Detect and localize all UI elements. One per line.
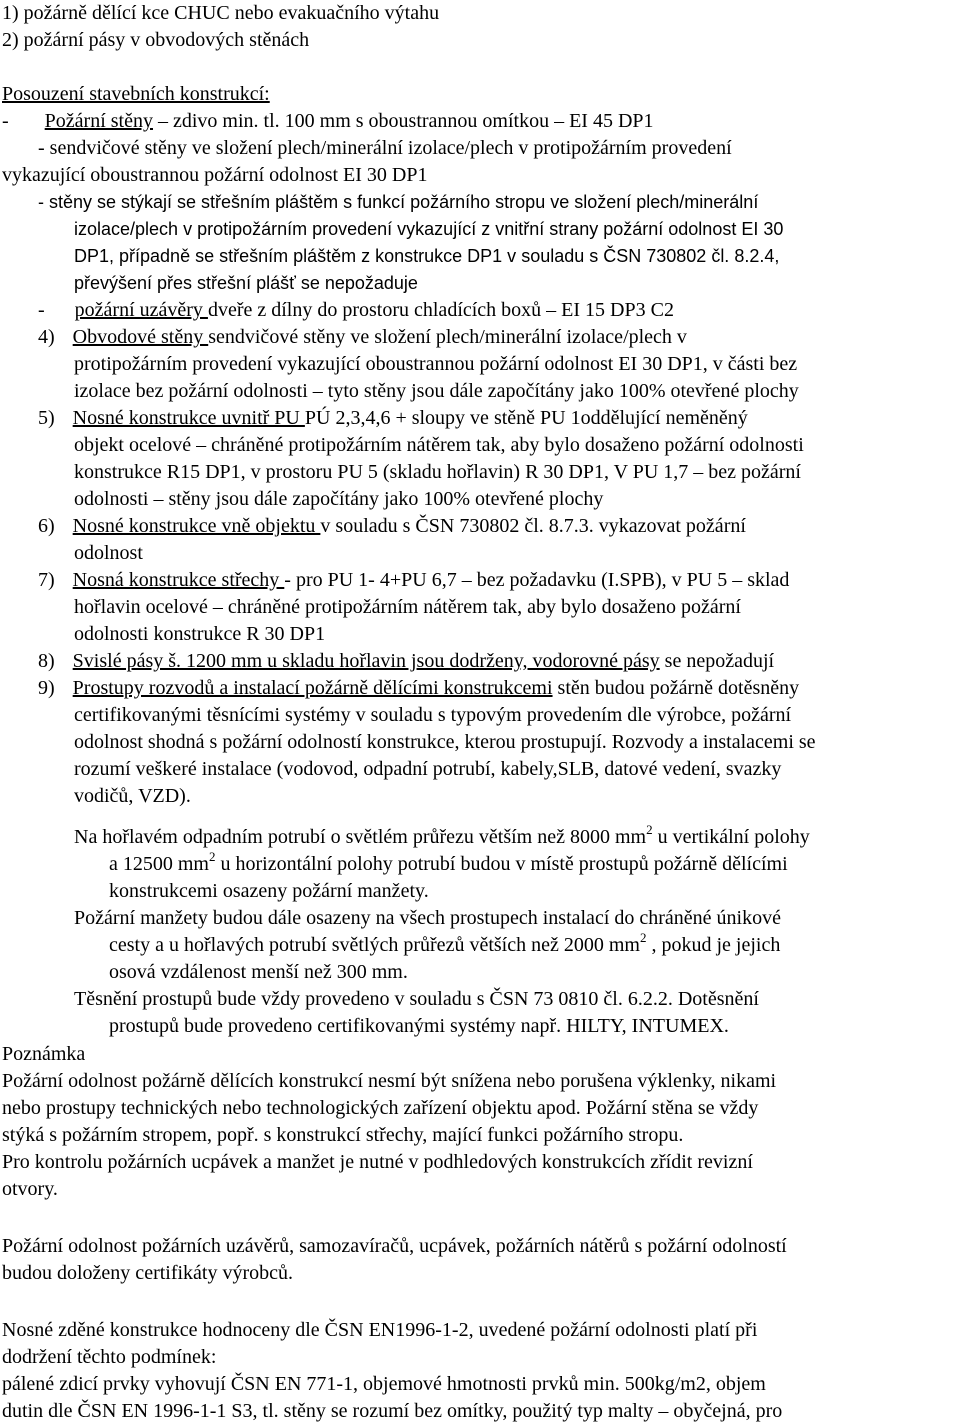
text-line-36: Těsnění prostupů bude vždy provedeno v souladu s ČSN 73 0810 čl. 6.2.2. Dotěsnění: [74, 988, 759, 1010]
text-line-48: pálené zdicí prvky vyhovují ČSN EN 771-1, objemové hmotnosti prvků min. 500kg/m2, objem: [2, 1373, 766, 1395]
text-line-44: Požární odolnost požárních uzávěrů, samozavíračů, ucpávek, požárních nátěrů s požární odolností: [2, 1235, 787, 1257]
text-line-34: cesty a u hořlavých potrubí světlých průřezů větších než 2000 $mm^2$ , pokud je jejich: [109, 930, 781, 956]
text-line-4: - Požární stěny – zdivo min. tl. 100 mm s oboustrannou omítkou – EI 45 DP1: [2, 110, 654, 132]
text-line-43: otvory.: [2, 1178, 58, 1200]
text-line-20: odolnost: [74, 542, 143, 564]
text-line-11: - požární uzávěry dveře z dílny do prostoru chladících boxů – EI 15 DP3 C2: [38, 299, 674, 321]
text-line-37: prostupů bude provedeno certifikovanými systémy např. HILTY, INTUMEX.: [109, 1015, 729, 1037]
text-line-5: - sendvičové stěny ve složení plech/minerální izolace/plech v protipožárním provedení: [38, 137, 732, 159]
text-line-15: 5) Nosné konstrukce uvnitř PU PÚ 2,3,4,6 + sloupy ve stěně PU 1oddělující neměněný: [38, 407, 748, 429]
text-line-31: a 12500 $mm^2$ u horizontální polohy potrubí budou v místě prostupů požárně dělícími: [109, 849, 788, 875]
text-line-14: izolace bez požární odolnosti – tyto stěny jsou dále započítány jako 100% otevřené plochy: [74, 380, 799, 402]
text-line-18: odolnosti – stěny jsou dále započítány jako 100% otevřené plochy: [74, 488, 604, 510]
section-heading: Posouzení stavebních konstrukcí:: [2, 83, 270, 105]
text-line-46: Nosné zděné konstrukce hodnoceny dle ČSN EN1996-1-2, uvedené požární odolnosti platí při: [2, 1319, 758, 1341]
text-line-2: 2) požární pásy v obvodových stěnách: [2, 29, 310, 51]
text-line-22: hořlavin ocelové – chráněné protipožárním nátěrem tak, aby bylo dosaženo požární: [74, 596, 741, 618]
text-line-35: osová vzdálenost menší než 300 mm.: [109, 961, 408, 983]
text-line-39: Požární odolnost požárně dělících konstrukcí nesmí být snížena nebo porušena výklenky, nikami: [2, 1070, 777, 1092]
text-line-24: 8) Svislé pásy š. 1200 mm u skladu hořlavin jsou dodrženy, vodorovné pásy se nepožadují: [38, 650, 775, 672]
text-line-13: protipožárním provedení vykazující oboustrannou požární odolnost EI 30 DP1, v části bez: [74, 353, 798, 375]
text-line-32: konstrukcemi osazeny požární manžety.: [109, 880, 429, 902]
text-line-9: DP1, případně se střešním pláštěm z konstrukce DP1 v souladu s ČSN 730802 čl. 8.2.4,: [74, 246, 780, 266]
text-line-10: převýšení přes střešní plášť se nepožaduje: [74, 273, 418, 293]
text-line-23: odolnosti konstrukce R 30 DP1: [74, 623, 326, 645]
text-line-1: 1) požárně dělící kce CHUC nebo evakuačního výtahu: [2, 2, 440, 24]
text-line-8: izolace/plech v protipožárním provedení vykazující z vnitřní strany požární odolnost EI 30: [74, 219, 784, 239]
text-line-40: nebo prostupy technických nebo technologických zařízení objektu apod. Požární stěna se vždy: [2, 1097, 759, 1119]
text-line-21: 7) Nosná konstrukce střechy - pro PU 1- 4+PU 6,7 – bez požadavku (I.SPB), v PU 5 – sklad: [38, 569, 790, 591]
text-line-27: odolnost shodná s požární odolností konstrukce, kterou prostupují. Rozvody a instalacemi se: [74, 731, 816, 753]
text-line-33: Požární manžety budou dále osazeny na všech prostupech instalací do chráněné únikové: [74, 907, 781, 929]
text-line-41: stýká s požárním stropem, popř. s konstrukcí střechy, mající funkci požárního stropu.: [2, 1124, 684, 1146]
text-line-16: objekt ocelové – chráněné protipožárním nátěrem tak, aby bylo dosaženo požární odolnosti: [74, 434, 804, 456]
text-line-12: 4) Obvodové stěny sendvičové stěny ve složení plech/minerální izolace/plech v: [38, 326, 687, 348]
text-line-49: dutin dle ČSN EN 1996-1-1 S3, tl. stěny se rozumí bez omítky, použitý typ malty – obyčejná, pro: [2, 1400, 783, 1422]
text-line-28: rozumí veškeré instalace (vodovod, odpadní potrubí, kabely,SLB, datové vedení, svazky: [74, 758, 782, 780]
text-line-25: 9) Prostupy rozvodů a instalací požárně dělícími konstrukcemi stěn budou požárně dotěsněny: [38, 677, 800, 699]
text-line-7: - stěny se stýkají se střešním pláštěm s funkcí požárního stropu ve složení plech/minerální: [38, 192, 759, 212]
text-line-26: certifikovanými těsnícími systémy v souladu s typovým provedením dle výrobce, požární: [74, 704, 792, 726]
text-line-6: vykazující oboustrannou požární odolnost EI 30 DP1: [2, 164, 428, 186]
text-line-45: budou doloženy certifikáty výrobců.: [2, 1262, 294, 1284]
text-line-47: dodržení těchto podmínek:: [2, 1346, 217, 1368]
text-line-17: konstrukce R15 DP1, v prostoru PU 5 (skladu hořlavin) R 30 DP1, V PU 1,7 – bez požární: [74, 461, 801, 483]
text-line-29: vodičů, VZD).: [74, 785, 191, 807]
text-line-42: Pro kontrolu požárních ucpávek a manžet je nutné v podhledových konstrukcích zřídit revizní: [2, 1151, 753, 1173]
text-line-19: 6) Nosné konstrukce vně objektu v souladu s ČSN 730802 čl. 8.7.3. vykazovat požární: [38, 515, 746, 537]
note-heading: Poznámka: [2, 1043, 86, 1065]
text-line-30: Na hořlavém odpadním potrubí o světlém průřezu větším než 8000 $mm^2$ u vertikální polohy: [74, 822, 810, 848]
